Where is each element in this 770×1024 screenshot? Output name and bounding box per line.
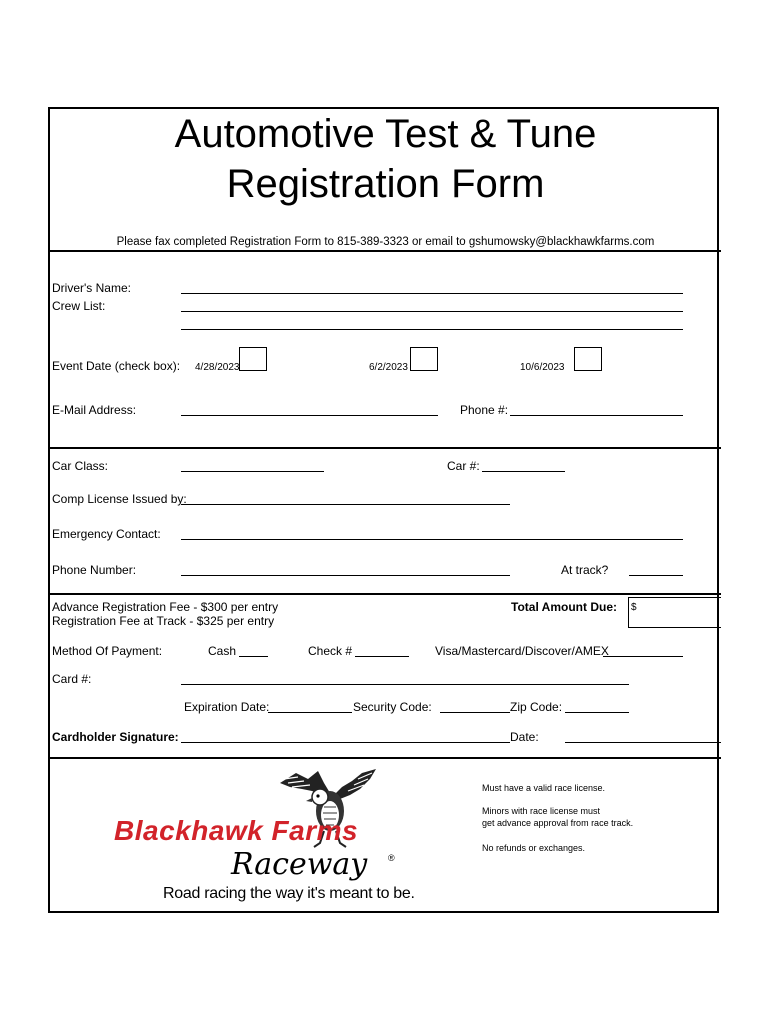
signature-field[interactable]	[181, 742, 510, 743]
note-refunds: No refunds or exchanges.	[482, 843, 586, 853]
comp-license-field[interactable]	[181, 504, 510, 505]
security-code-field[interactable]	[440, 712, 510, 713]
car-section-divider	[50, 593, 721, 595]
card-types-label: Visa/Mastercard/Discover/AMEX	[435, 644, 609, 658]
security-code-label: Security Code:	[353, 700, 432, 714]
note-minors-2: get advance approval from race track.	[482, 818, 634, 828]
crew-list-field-1[interactable]	[181, 311, 683, 312]
driver-section-divider	[50, 447, 721, 449]
advance-fee-text: Advance Registration Fee - $300 per entry	[52, 600, 279, 614]
car-number-field[interactable]	[482, 471, 565, 472]
payment-section-divider	[50, 757, 721, 759]
note-license: Must have a valid race license.	[482, 783, 606, 793]
check-number-field[interactable]	[355, 656, 409, 657]
event-date-1: 4/28/2023	[195, 362, 240, 373]
event-date-2-checkbox[interactable]	[410, 347, 438, 371]
logo-raceway: Raceway	[231, 847, 368, 882]
registered-mark: ®	[388, 853, 395, 863]
emergency-contact-field[interactable]	[181, 539, 683, 540]
tagline: Road racing the way it's meant to be.	[163, 885, 415, 902]
total-amount-label: Total Amount Due:	[511, 600, 617, 614]
phone-number-label: Phone Number:	[52, 563, 137, 577]
cash-field[interactable]	[239, 656, 268, 657]
event-date-2: 6/2/2023	[369, 362, 408, 373]
email-field[interactable]	[181, 415, 438, 416]
drivers-name-label: Driver's Name:	[52, 281, 131, 295]
date-field[interactable]	[565, 742, 721, 743]
cash-label: Cash	[208, 644, 237, 658]
emergency-contact-label: Emergency Contact:	[52, 527, 161, 541]
event-date-3: 10/6/2023	[520, 362, 565, 373]
car-number-label: Car #:	[447, 459, 480, 473]
at-track-label: At track?	[561, 563, 609, 577]
crew-list-field-2[interactable]	[181, 329, 683, 330]
comp-license-label: Comp License Issued by:	[52, 492, 187, 506]
card-type-field[interactable]	[603, 656, 683, 657]
drivers-name-field[interactable]	[181, 293, 683, 294]
at-track-field[interactable]	[629, 575, 683, 576]
event-date-1-checkbox[interactable]	[239, 347, 267, 371]
phone-label: Phone #:	[460, 403, 509, 417]
zip-code-label: Zip Code:	[510, 700, 563, 714]
expiration-label: Expiration Date:	[184, 700, 270, 714]
note-minors-1: Minors with race license must	[482, 806, 601, 816]
card-number-field[interactable]	[181, 684, 629, 685]
logo-wordmark: Blackhawk Farms	[114, 815, 359, 846]
fax-instructions: Please fax completed Registration Form to 815-389-3323 or email to gshumowsky@blackhawkfarms.com	[116, 236, 655, 248]
total-currency: $	[631, 602, 637, 613]
form-title-line-1: Automotive Test & Tune	[174, 112, 597, 156]
payment-method-label: Method Of Payment:	[52, 644, 163, 658]
check-label: Check #	[308, 644, 353, 658]
phone-field[interactable]	[510, 415, 683, 416]
date-label: Date:	[510, 730, 539, 744]
zip-code-field[interactable]	[565, 712, 629, 713]
total-amount-field[interactable]	[628, 597, 721, 628]
email-label: E-Mail Address:	[52, 403, 137, 417]
event-date-3-checkbox[interactable]	[574, 347, 602, 371]
registration-form	[48, 107, 719, 913]
car-class-field[interactable]	[181, 471, 324, 472]
signature-label: Cardholder Signature:	[52, 730, 179, 744]
crew-list-label: Crew List:	[52, 299, 106, 313]
car-class-label: Car Class:	[52, 459, 109, 473]
expiration-field[interactable]	[268, 712, 352, 713]
card-number-label: Card #:	[52, 672, 92, 686]
header-divider	[50, 250, 721, 252]
form-title-line-2: Registration Form	[226, 162, 545, 206]
track-fee-text: Registration Fee at Track - $325 per entry	[52, 614, 275, 628]
event-date-label: Event Date (check box):	[52, 359, 181, 373]
phone-number-field[interactable]	[181, 575, 510, 576]
